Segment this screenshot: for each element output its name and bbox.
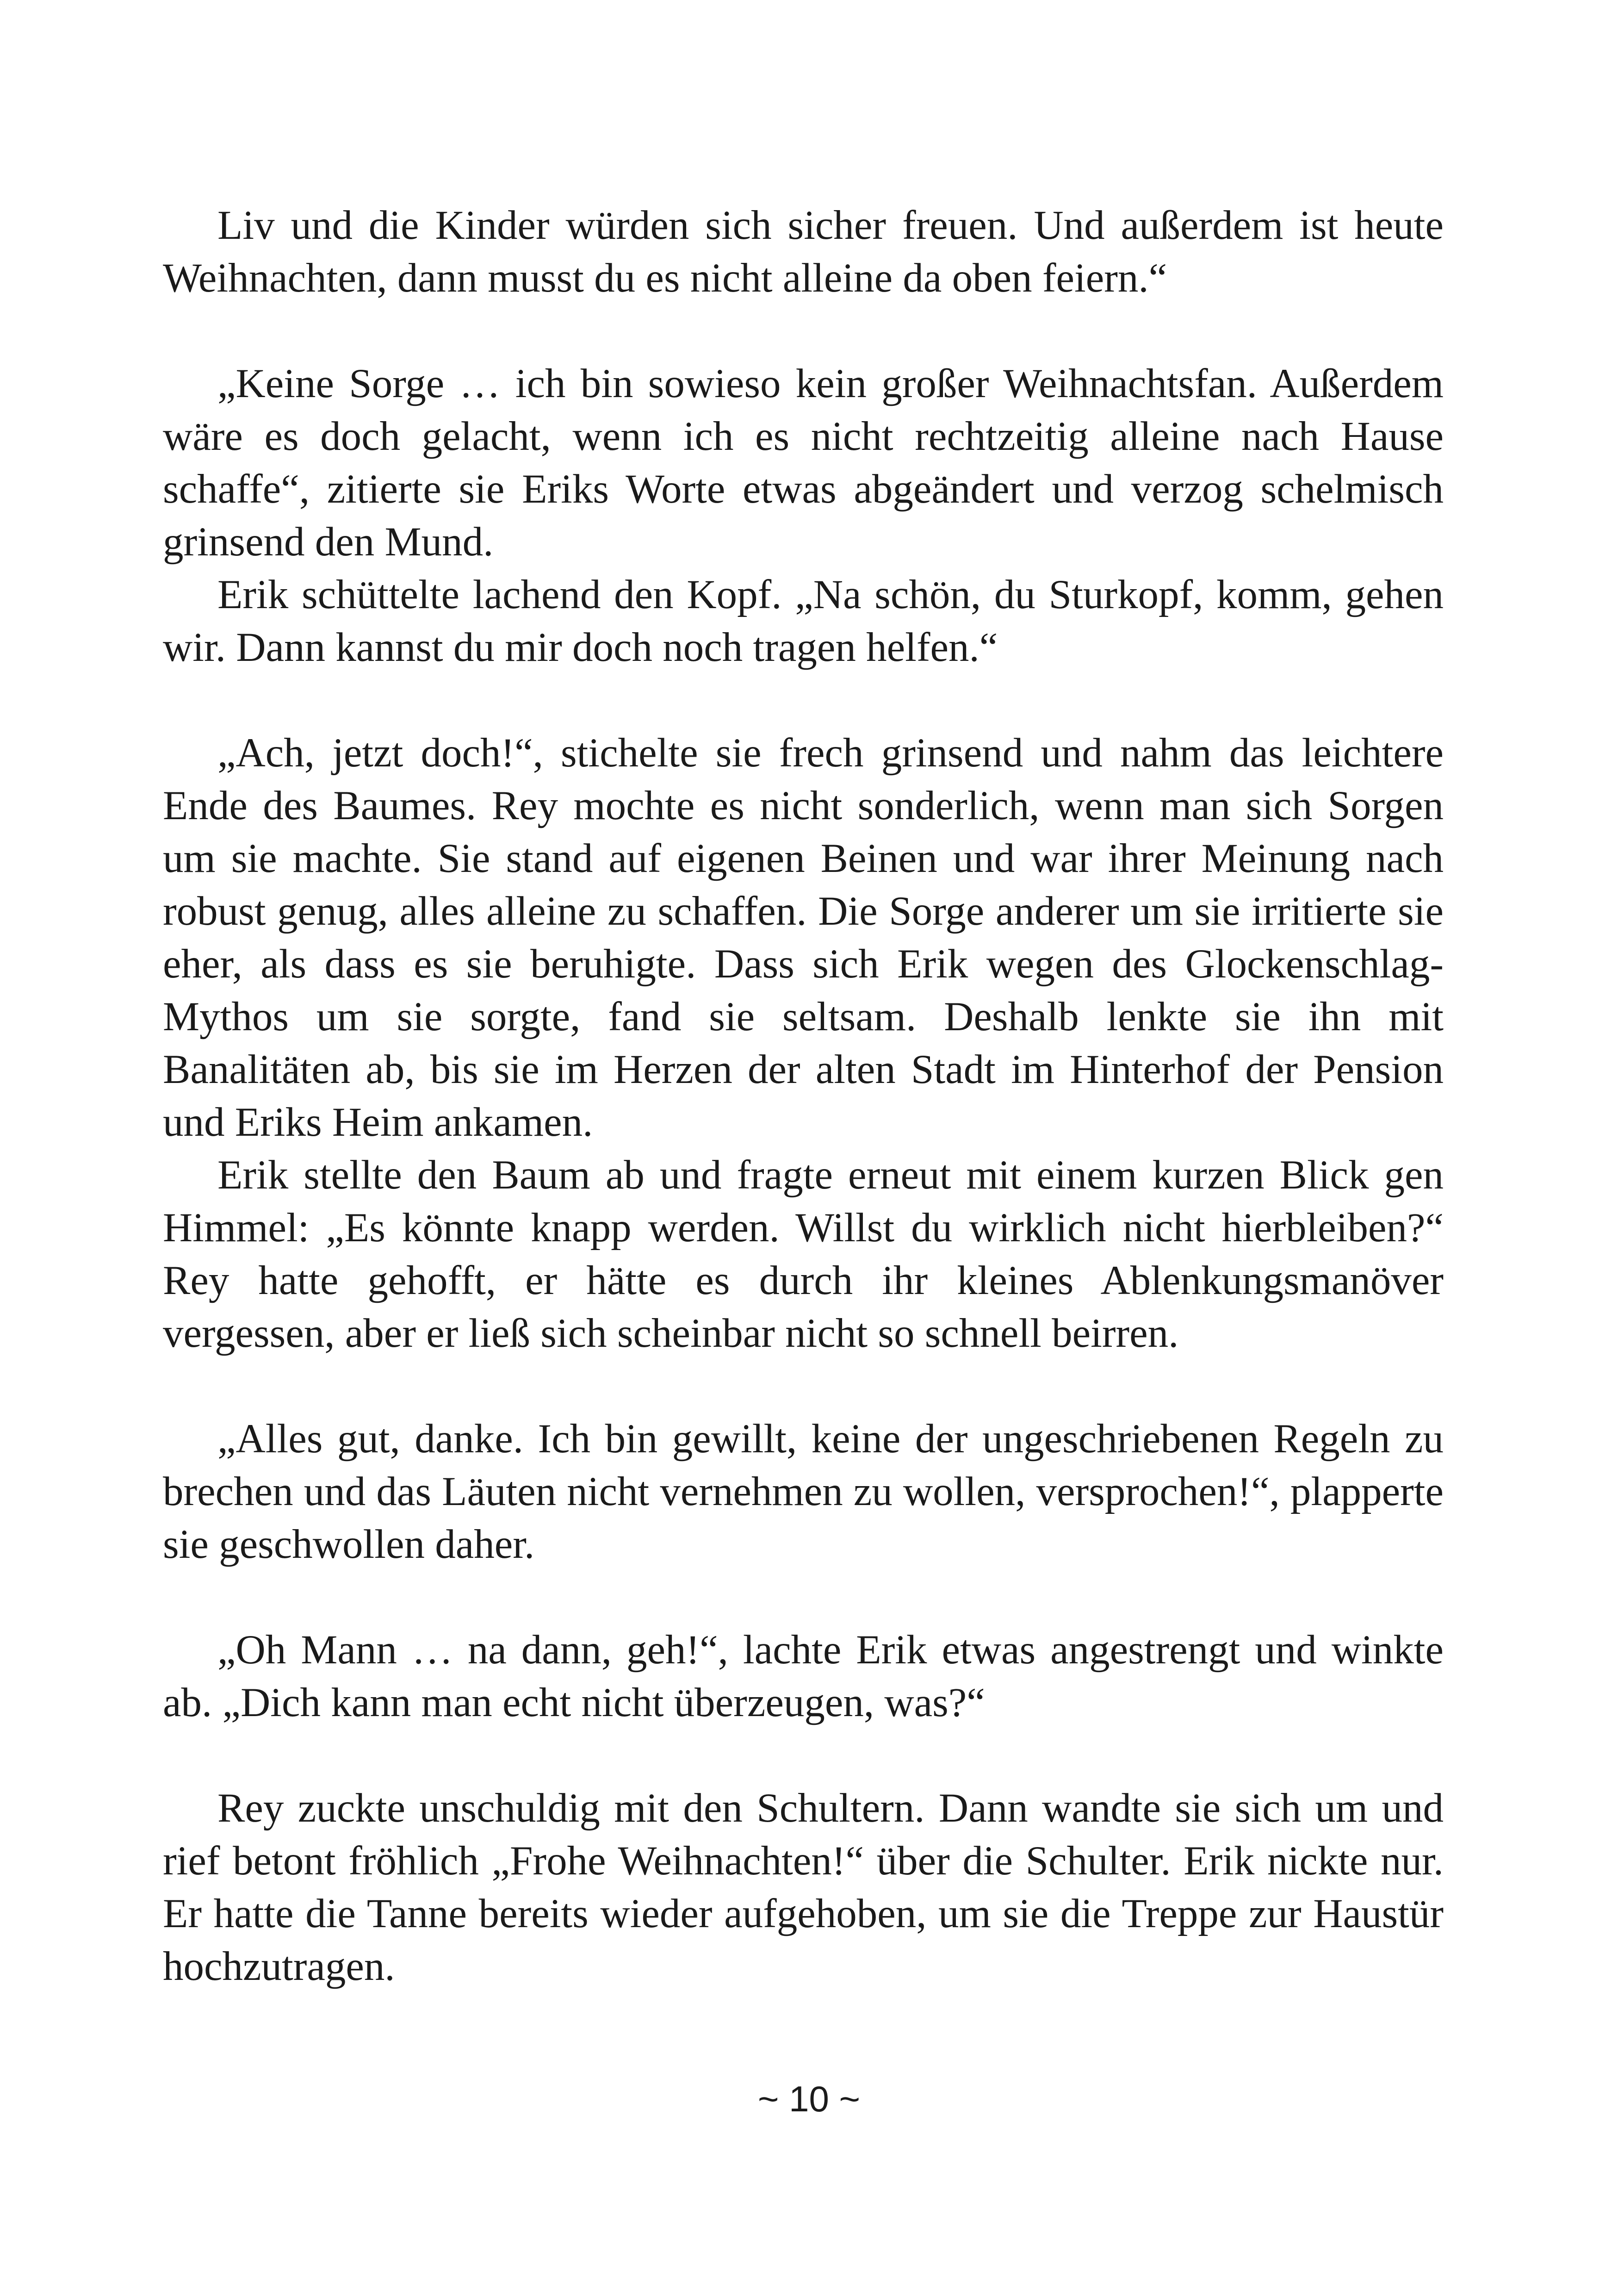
paragraph-3: Erik schüttelte lachend den Kopf. „Na schön, du Sturkopf, komm, gehen wir. Dann kannst du mir doch noch tragen helfen.“ [163, 572, 1444, 670]
page-number: ~ 10 ~ [757, 2078, 861, 2119]
page-text-body [163, 199, 1444, 1993]
paragraph-6: „Alles gut, danke. Ich bin gewillt, keine der ungeschriebenen Regeln zu brechen und das Läuten nicht vernehmen zu wollen, versprochen!“, plapperte sie geschwollen daher. [163, 1416, 1444, 1567]
paragraph-5: Erik stellte den Baum ab und fragte erneut mit einem kurzen Blick gen Himmel: „Es könnte knapp werden. Willst du wirklich nicht hierbleiben?“ Rey hatte gehofft, er hätte es durch ihr kleines Ablenkungsmanöver vergessen, aber er ließ sich scheinbar nicht so schnell beirren. [163, 1152, 1444, 1356]
paragraph-4: „Ach, jetzt doch!“, stichelte sie frech grinsend und nahm das leichtere Ende des Baumes. Rey mochte es nicht sonderlich, wenn man sich Sorgen um sie machte. Sie stand auf eigenen Beinen und war ihrer Meinung nach robust genug, alles alleine zu schaffen. Die Sorge anderer um sie irritierte sie eher, als dass es sie beruhigte. Dass sich Erik wegen des Glockenschlag-Mythos um sie sorgte, fand sie seltsam. Deshalb lenkte sie ihn mit Banalitäten ab, bis sie im Herzen der alten Stadt im Hinterhof der Pension und Eriks Heim ankamen. [163, 730, 1444, 1145]
paragraph-7: „Oh Mann … na dann, geh!“, lachte Erik etwas angestrengt und winkte ab. „Dich kann man echt nicht überzeugen, was?“ [163, 1627, 1444, 1725]
paragraph-8: Rey zuckte unschuldig mit den Schultern. Dann wandte sie sich um und rief betont fröhlich „Frohe Weihnachten!“ über die Schulter. Erik nickte nur. Er hatte die Tanne bereits wieder aufgehoben, um sie die Treppe zur Haustür hochzutragen. [163, 1786, 1444, 1989]
paragraph-2: „Keine Sorge … ich bin sowieso kein großer Weihnachtsfan. Außerdem wäre es doch gelacht, wenn ich es nicht rechtzeitig alleine nach Hause schaffe“, zitierte sie Eriks Worte etwas abgeändert und verzog schelmisch grinsend den Mund. [163, 361, 1444, 565]
paragraph-1: Liv und die Kinder würden sich sicher freuen. Und außerdem ist heute Weihnachten, dann musst du es nicht alleine da oben feiern.“ [163, 203, 1444, 301]
